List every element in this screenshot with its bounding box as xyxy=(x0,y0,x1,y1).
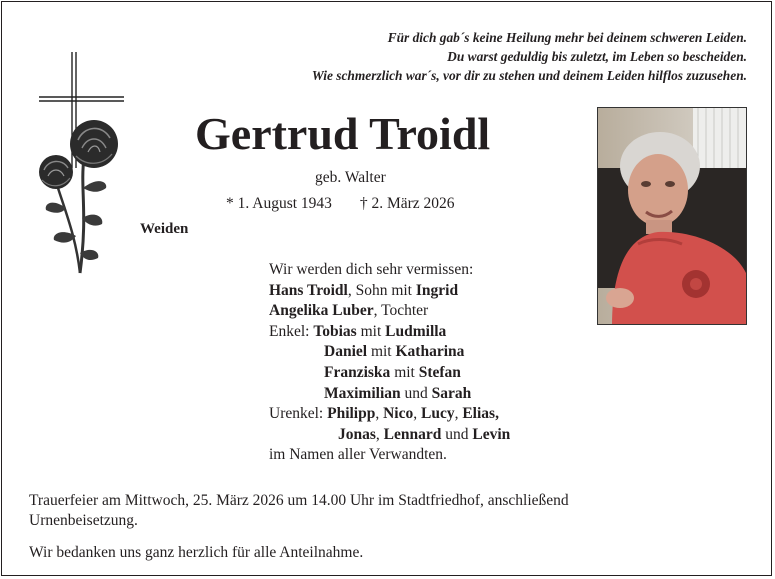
conjunction: mit xyxy=(356,322,386,340)
obituary-frame xyxy=(1,1,772,576)
conjunction: und xyxy=(441,425,473,443)
conjunction: mit xyxy=(367,343,396,361)
ceremony-info xyxy=(29,491,569,563)
relative-name: Ingrid xyxy=(415,281,459,299)
relative-name: Lucy xyxy=(421,405,455,423)
great-grandchildren-label: Urenkel: xyxy=(269,405,328,423)
relative-name: Philipp xyxy=(327,405,376,423)
relative-name: Nico xyxy=(383,405,414,423)
relative-name: Hans Troidl xyxy=(269,281,348,299)
grandchildren-row xyxy=(269,342,510,363)
relative-name: Angelika Luber xyxy=(269,302,374,320)
poem xyxy=(312,28,747,85)
separator: , xyxy=(375,425,384,443)
relative-name: Daniel xyxy=(324,343,368,361)
separator: , xyxy=(375,405,384,423)
grandchildren-row xyxy=(269,322,510,343)
separator: , xyxy=(413,405,421,423)
relative-name: Jonas xyxy=(338,425,376,443)
relative-name: Levin xyxy=(472,425,511,443)
poem-line: Du warst geduldig bis zuletzt, im Leben so bescheiden. xyxy=(447,49,747,64)
maiden-name: geb. Walter xyxy=(315,169,386,186)
life-dates xyxy=(226,195,455,213)
relative-name: Stefan xyxy=(418,363,461,381)
portrait-photo-icon xyxy=(597,107,747,325)
relative-name: Lennard xyxy=(383,425,442,443)
relative-name: Franziska xyxy=(324,363,391,381)
great-grandchildren-row xyxy=(269,425,510,446)
ceremony-line: Urnenbeisetzung. xyxy=(29,512,138,529)
grandchildren-row xyxy=(269,384,510,405)
poem-line: Wie schmerzlich war´s, vor dir zu stehen und deinem Leiden hilflos zuzusehen. xyxy=(311,68,747,83)
relation-text: , Sohn mit xyxy=(347,281,416,299)
grandchildren-label: Enkel: xyxy=(269,322,314,340)
relative-name: Ludmilla xyxy=(385,322,447,340)
conjunction: und xyxy=(400,384,432,402)
survivors-list xyxy=(269,260,510,466)
family-row xyxy=(269,281,510,302)
relative-name: Elias xyxy=(462,405,496,423)
relation-text: , Tochter xyxy=(373,302,429,320)
family-intro: Wir werden dich sehr vermissen: xyxy=(269,261,474,278)
relative-name: Tobias xyxy=(313,322,357,340)
thanks-text: Wir bedanken uns ganz herzlich für alle Anteilnahme. xyxy=(29,544,364,561)
deceased-name: Gertrud Troidl xyxy=(195,108,491,159)
separator: , xyxy=(454,405,463,423)
relative-name: Katharina xyxy=(395,343,465,361)
relative-name: Maximilian xyxy=(324,384,401,402)
poem-line: Für dich gab´s keine Heilung mehr bei deinem schweren Leiden. xyxy=(387,30,747,45)
great-grandchildren-row xyxy=(269,404,510,425)
city: Weiden xyxy=(140,221,189,237)
family-closing: im Namen aller Verwandten. xyxy=(269,446,447,464)
death-date: † 2. März 2026 xyxy=(359,195,455,212)
grandchildren-row xyxy=(269,363,510,384)
birth-date: * 1. August 1943 xyxy=(226,195,332,212)
family-row xyxy=(269,301,510,322)
relative-name: Sarah xyxy=(431,384,472,402)
ceremony-line: Trauerfeier am Mittwoch, 25. März 2026 um 14.00 Uhr im Stadtfriedhof, anschließend xyxy=(29,492,569,509)
cross-with-roses-icon xyxy=(36,48,136,278)
separator: , xyxy=(495,405,499,423)
conjunction: mit xyxy=(390,363,419,381)
